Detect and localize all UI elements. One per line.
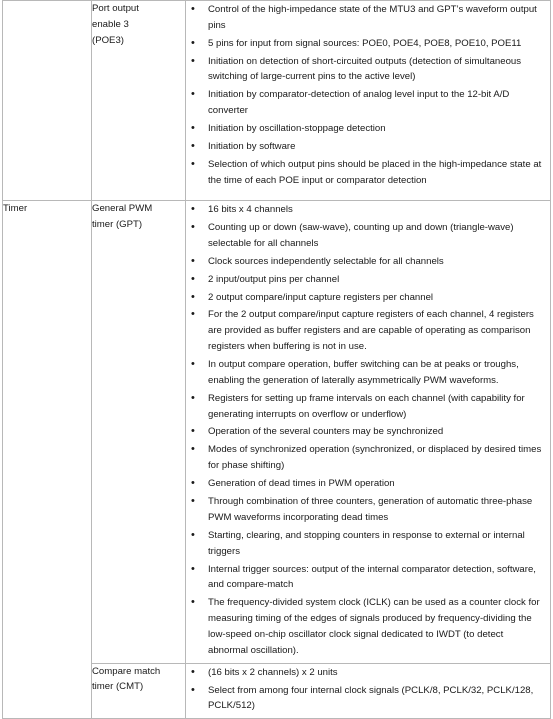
feature-list — [186, 201, 550, 663]
feature-item: • Modes of synchronized operation (synchronized, or displaced by desired times for phase shifting) — [186, 442, 544, 474]
feature-item: • 16 bits x 4 channels — [186, 202, 544, 218]
feature-item: • Clock sources independently selectable for all channels — [186, 254, 544, 270]
feature-item: • Registers for setting up frame intervals on each channel (with capability for generating interrupts on overflow or underflow) — [186, 391, 544, 423]
feature-item: • In output compare operation, buffer switching can be at peaks or troughs, enabling the generation of laterally asymmetrically PWM waveforms. — [186, 357, 544, 389]
module-cell — [92, 201, 186, 664]
feature-item: • Initiation by oscillation-stoppage detection — [186, 121, 544, 137]
feature-item: • Control of the high-impedance state of the MTU3 and GPT’s waveform output pins — [186, 2, 544, 34]
table-row — [3, 1, 551, 201]
feature-item: • 5 pins for input from signal sources: POE0, POE4, POE8, POE10, POE11 — [186, 36, 544, 52]
feature-list — [186, 1, 550, 193]
spec-table — [2, 0, 551, 719]
feature-list — [186, 664, 550, 719]
feature-item: • Internal trigger sources: output of the internal comparator detection, software, and compare-match — [186, 562, 544, 594]
feature-item: • Initiation by comparator-detection of analog level input to the 12-bit A/D converter — [186, 87, 544, 119]
feature-item: • Through combination of three counters, generation of automatic three-phase PWM waveforms incorporating dead times — [186, 494, 544, 526]
feature-item: • Select from among four internal clock signals (PCLK/8, PCLK/32, PCLK/128, PCLK/512) — [186, 683, 544, 715]
feature-item: • Generation of dead times in PWM operation — [186, 476, 544, 492]
feature-item: • 2 output compare/input capture registers per channel — [186, 290, 544, 306]
feature-item: • Initiation on detection of short-circuited outputs (detection of simultaneous switching of large-current pins to the active level) — [186, 54, 544, 86]
feature-item: • Selection of which output pins should be placed in the high-impedance state at the time of each POE input or comparator detection — [186, 157, 544, 189]
module-name-line: Compare match — [92, 665, 161, 677]
feature-item: • The frequency-divided system clock (ICLK) can be used as a counter clock for measuring timing of the edges of signals produced by frequency-dividing the low-speed on-chip oscillator clock signal dedicated to IWDT (to detect abnormal oscillation). — [186, 595, 544, 658]
feature-item: • Starting, clearing, and stopping counters in response to external or internal triggers — [186, 528, 544, 560]
module-name-line: Port output — [92, 3, 139, 14]
feature-item: • Initiation by software — [186, 139, 544, 155]
feature-item: • 2 input/output pins per channel — [186, 272, 544, 288]
features-cell — [186, 663, 551, 719]
table-row — [3, 201, 551, 664]
spec-table-body — [3, 1, 551, 719]
module-name-line: timer (CMT) — [92, 681, 144, 693]
category-cell: Timer — [3, 201, 92, 719]
module-name-line: (POE3) — [92, 34, 124, 46]
module-name-line: enable 3 — [92, 18, 129, 30]
module-name-line: General PWM — [92, 203, 153, 214]
feature-item: • Operation of the several counters may be synchronized — [186, 424, 544, 440]
feature-item: • Counting up or down (saw-wave), counting up and down (triangle-wave) selectable for all channels — [186, 220, 544, 252]
category-cell — [3, 1, 92, 201]
module-name-line: timer (GPT) — [92, 218, 143, 230]
features-cell — [186, 201, 551, 664]
feature-item: • For the 2 output compare/input capture registers of each channel, 4 registers are provided as buffer registers and are capable of operating as comparison registers when buffering is not in use. — [186, 307, 544, 354]
feature-item: • (16 bits x 2 channels) x 2 units — [186, 665, 544, 681]
module-cell — [92, 1, 186, 201]
module-cell — [92, 663, 186, 719]
features-cell — [186, 1, 551, 201]
